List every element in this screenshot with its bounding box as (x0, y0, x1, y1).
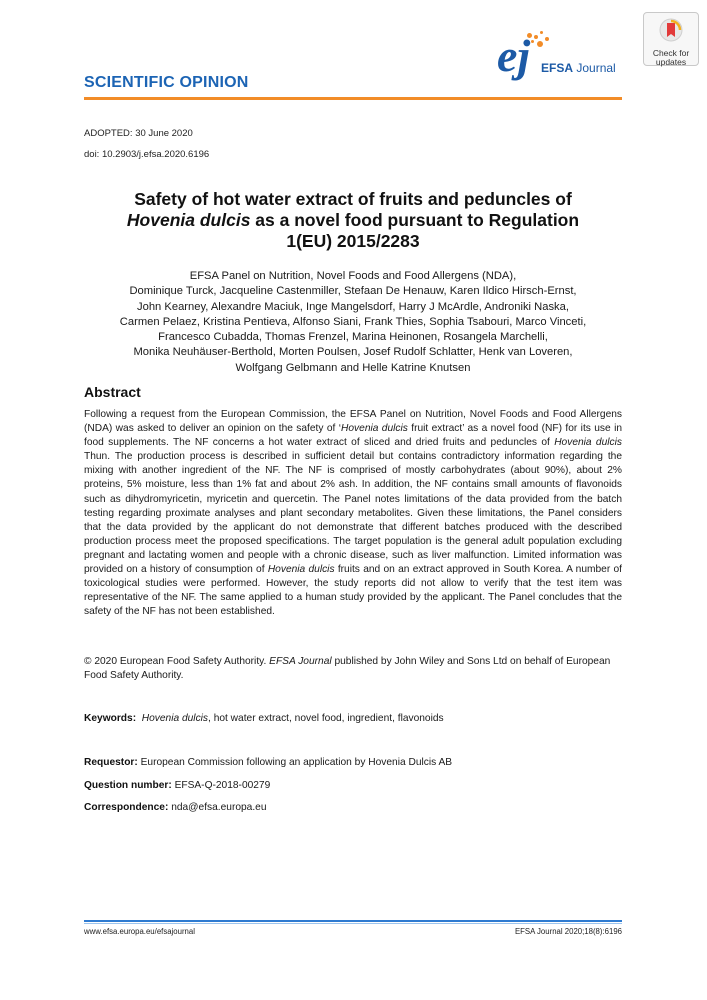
author-line: Dominique Turck, Jacqueline Castenmiller, Stefaan De Henauw, Karen Ildico Hirsch-Ernst, (129, 285, 577, 298)
keywords-label: Keywords: (84, 713, 137, 724)
article-title (84, 189, 622, 252)
footer-divider (84, 920, 622, 922)
logo-brand: EFSA Journal (541, 61, 616, 75)
author-list (84, 269, 622, 376)
title-line: Safety of hot water extract of fruits and peduncles of (134, 189, 572, 209)
correspondence (84, 802, 267, 813)
requestor-label: Requestor: (84, 757, 138, 768)
correspondence-email[interactable]: nda@efsa.europa.eu (168, 802, 267, 813)
title-line: 1(EU) 2015/2283 (286, 231, 420, 251)
author-line: John Kearney, Alexandre Maciuk, Inge Mangelsdorf, Harry J McArdle, Androniki Naska, (137, 300, 569, 313)
author-line: Monika Neuhäuser-Berthold, Morten Poulsen, Josef Rudolf Schlatter, Henk van Loveren, (133, 346, 573, 359)
requestor: Requestor: European Commission following an application by Hovenia Dulcis AB (84, 757, 453, 768)
efsa-journal-logo (497, 30, 627, 83)
header-divider (84, 97, 622, 100)
author-line: Francesco Cubadda, Thomas Frenzel, Marina Heinonen, Rosangela Marchelli, (158, 331, 548, 344)
footer-journal-url[interactable]: www.efsa.europa.eu/efsajournal (84, 927, 195, 936)
bookmark-icon (658, 17, 684, 47)
abstract-heading: Abstract (84, 384, 141, 400)
author-line: Carmen Pelaez, Kristina Pentieva, Alfonso Siani, Frank Thies, Sophia Tsabouri, Marco Vinceti, (119, 315, 587, 328)
keywords: Keywords: Hovenia dulcis, hot water extract, novel food, ingredient, flavonoids (84, 713, 444, 724)
copyright-notice: © 2020 European Food Safety Authority. EFSA Journal published by John Wiley and Sons Ltd on behalf of European Food Safety Authority. (84, 656, 611, 682)
footer-divider-light (84, 923, 622, 924)
correspondence-label: Correspondence: (84, 802, 169, 813)
check-for-updates-badge[interactable] (643, 12, 699, 66)
check-for-updates-label: Check for updates (652, 48, 690, 67)
question-number: Question number: EFSA-Q-2018-00279 (84, 780, 271, 791)
question-number-label: Question number: (84, 780, 172, 791)
adopted-date: ADOPTED: 30 June 2020 (84, 128, 193, 139)
section-label: SCIENTIFIC OPINION (84, 74, 249, 91)
abstract-body: Following a request from the European Commission, the EFSA Panel on Nutrition, Novel Foods and Food Allergens (NDA) was asked to deliver an opinion on the safety of ‘Hovenia dulcis fruit extract’ as a novel food (NF) for its use in food supplements. The NF concerns a hot water extract of sliced and dried fruits and peduncles of Hovenia dulcis Thun. The production process is described in sufficient detail but contains contradictory information regarding the mixing with another ingredient of the NF. The NF is comprised of mostly carbohydrates (about 90%), about 2% proteins, 5% moisture, less than 1% fat and about 2% ash. In addition, the NF contains small amounts of flavonoids such as dihydromyricetin, myricetin and quercetin. The Panel notes limitations of the data provided from the batch testing regarding proximate analyses and plant secondary metabolites. Given these limitations, the Panel considers that the data provided by the applicant do not demonstrate that different batches produced with the described production process meet the proposed specifications. The target population is the general adult population excluding pregnant and lactating women and people with a chronic disease, such as liver malfunction. Limited information was provided on a history of consumption of Hovenia dulcis fruits and on an extract approved in South Korea. A number of toxicological studies were performed. However, the study reports did not allow to verify that the test item was representative of the NF. The same applied to a human study provided by the applicant. The Panel concludes that the safety of the NF has not been established. (84, 409, 623, 618)
doi[interactable]: doi: 10.2903/j.efsa.2020.6196 (84, 149, 210, 160)
author-line: Wolfgang Gelbmann and Helle Katrine Knutsen (235, 361, 471, 374)
title-line: Hovenia dulcis as a novel food pursuant to Regulation (126, 210, 580, 230)
logo-mark: ej (497, 30, 531, 81)
footer-citation: EFSA Journal 2020;18(8):6196 (514, 927, 622, 936)
author-line: EFSA Panel on Nutrition, Novel Foods and Food Allergens (NDA), (189, 270, 517, 282)
